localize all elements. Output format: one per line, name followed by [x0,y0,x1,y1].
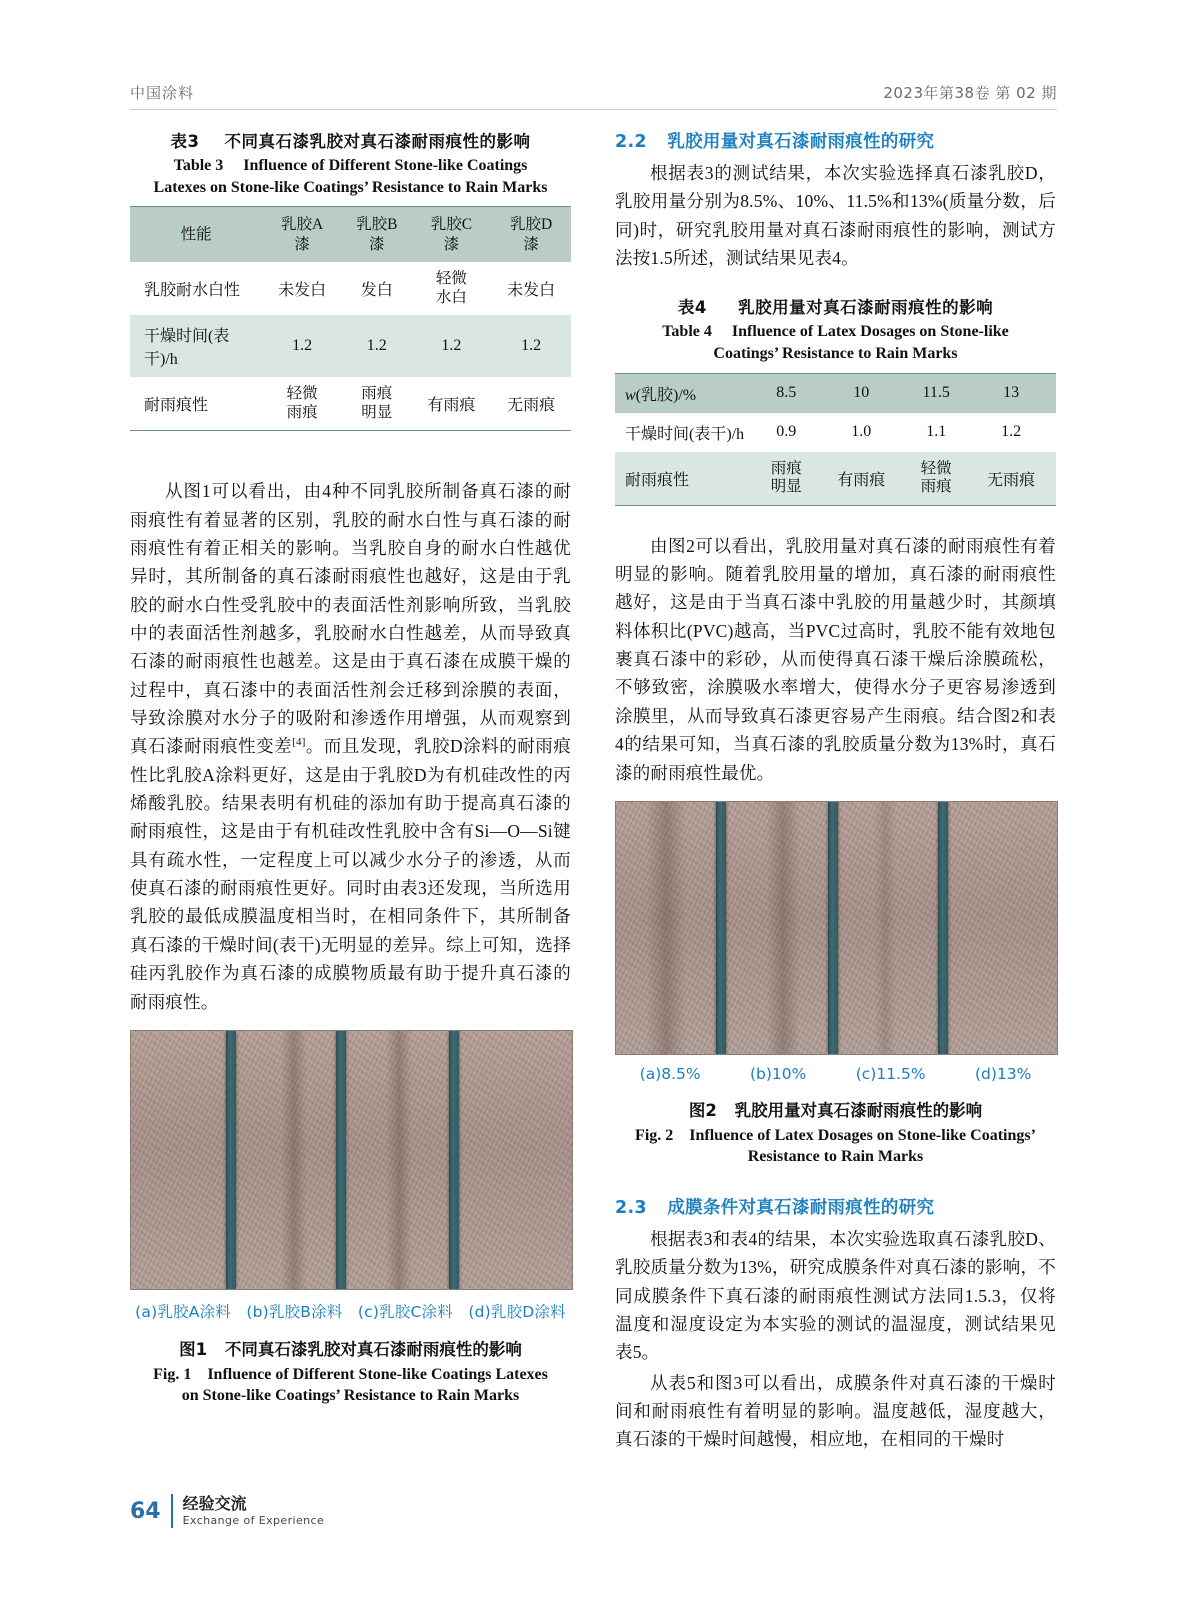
panel-seam [716,802,726,1054]
section-2-2-title: 乳胶用量对真石漆耐雨痕性的研究 [667,132,935,152]
table4-cell [816,452,906,506]
panel-seam [336,1031,346,1289]
table3-header-text2: 漆 [294,235,310,253]
figure1-label-cn: 图1 [179,1339,208,1359]
table3-cell [262,377,342,431]
table4-row-label: 干燥时间(表干)/h [625,425,745,443]
table3-cell-text: 有雨痕 [427,397,476,415]
table3-cell [491,262,571,315]
figure1-image [130,1030,573,1290]
rain-mark [874,802,896,1054]
panel-seam [226,1031,236,1289]
table4-cell-text: 轻微 [920,459,952,477]
table4-row [615,413,1056,452]
table3-header-text: 乳胶D [510,216,553,234]
figure2-subcaption-a: (a)8.5% [639,1064,701,1083]
table3-title-en [130,155,571,198]
table4-cell [756,452,816,506]
table4-cell: 1.2 [1001,423,1022,441]
table3-cell [262,262,342,315]
table3-header-text2: 漆 [369,235,385,253]
left-paragraph-1 [130,477,571,1016]
table3-row-label: 干燥时间(表干)/h [144,328,230,369]
table4-label-cn: 表4 [677,298,707,318]
table4-symbol-w: w [625,386,636,404]
figure2-label-en: Fig. 2 [635,1126,674,1144]
section-2-2-heading [615,128,1056,153]
table3-title-cn-text: 不同真石漆乳胶对真石漆耐雨痕性的影响 [224,132,531,151]
table4-cell-text: 无雨痕 [987,471,1036,489]
footer-divider [171,1494,173,1528]
table4-title-en-line2: Coatings’ Resistance to Rain Marks [713,344,958,362]
table3-cell [342,262,412,315]
figure1-subcaption-c: (c)乳胶C涂料 [357,1302,453,1321]
figure2 [615,801,1056,1168]
figure2-label-cn: 图2 [688,1100,717,1120]
page-header [130,82,1057,110]
table3-header-cell [412,207,492,262]
left-paragraph-1-text: 从图1可以看出，由4种不同乳胶所制备真石漆的耐雨痕性有着显著的区别，乳胶的耐水白性与真石漆的耐雨痕性有着正相关的影响。当乳胶自身的耐水白性越优异时，其所制备的真石漆耐雨痕性也越好，这是由于乳胶的耐水白性受乳胶中的表面活性剂影响所致，当乳胶中的表面活性剂越多，乳胶耐水白性越差，从而导致真石漆的耐雨痕性也越差。这是由于真石漆在成膜干燥的过程中，真石漆中的表面活性剂会迁移到涂膜的表面，导致涂膜对水分子的吸附和渗透作用增强，从而观察到真石漆耐雨痕性变差 [130,481,571,757]
table3-header-row [130,207,571,262]
section-2-2-number: 2.2 [615,132,647,152]
table3-label-cn: 表3 [170,132,200,151]
figure2-subcaptions [615,1065,1056,1083]
middle-paragraph: 由图2可以看出，乳胶用量对真石漆的耐雨痕性有着明显的影响。随着乳胶用量的增加，真石漆的耐雨痕性越好，这是由于当真石漆中乳胶的用量越少时，其颜填料体积比(PVC)越高，当PVC过高时，乳胶不能有效地包裹真石漆中的彩砂，从而使得真石漆干燥后涂膜疏松，不够致密，涂膜吸水率增大，使得水分子更容易渗透到涂膜里，从而导致真石漆更容易产生雨痕。结合图2和表4的结果可知，当真石漆的乳胶质量分数为13%时，真石漆的耐雨痕性最优。 [615,535,1056,783]
table4-cell-text2: 明显 [770,478,802,496]
table4-header-cell: 8.5 [756,373,816,413]
table3-header-text: 乳胶B [356,216,398,234]
section-2-3-heading [615,1194,1056,1219]
table3-cell [412,315,492,377]
table4-cell-text2: 雨痕 [920,478,952,496]
table4-cell-text: 雨痕 [770,459,802,477]
section-2-2-paragraph: 根据表3的测试结果，本次实验选择真石漆乳胶D，乳胶用量分别为8.5%、10%、11.5%和13%(质量分数，后同)时，研究乳胶用量对真石漆耐雨痕性的影响，测试方法按1.5所述，测试结果见表4。 [615,163,1056,269]
figure1-subcaption-d: (d)乳胶D涂料 [468,1302,566,1321]
table3-row [130,377,571,431]
table4-cell-text: 有雨痕 [837,471,886,489]
table3-cell-text: 1.2 [521,337,542,355]
figure1-label-en: Fig. 1 [153,1365,192,1383]
table3-header-text2: 漆 [443,235,460,253]
table3-cell-text: 发白 [360,282,393,300]
page-footer [130,1494,324,1528]
table3-cell-text: 未发白 [278,282,327,300]
table3-cell [262,315,342,377]
table4-header-label-text: (乳胶)/% [635,386,697,404]
figure1-title-cn [130,1336,571,1360]
two-column-body [130,128,1057,1456]
figure1-subcaptions [130,1300,571,1322]
table4-cell [966,452,1056,506]
table3-cell-text2: 雨痕 [286,403,318,421]
table3-cell-text: 1.2 [292,337,313,355]
figure1-subcaption-b: (b)乳胶B涂料 [246,1302,343,1321]
figure2-subcaption-b: (b)10% [750,1064,807,1083]
footer-section-en: Exchange of Experience [182,1513,325,1527]
figure2-title-cn [615,1097,1056,1121]
page-number: 64 [130,1498,161,1524]
figure1-title-en-line1: Influence of Different Stone-like Coatings Latexes [207,1365,548,1383]
table3-header-cell [262,207,342,262]
table3-title-cn [130,128,571,152]
table3-cell-text: 轻微 [286,385,318,403]
table4-title-en [615,321,1056,364]
left-column [130,128,571,1456]
figure2-subcaption-d: (d)13% [974,1064,1032,1083]
table4-title-en-line1: Influence of Latex Dosages on Stone-like [731,323,1009,341]
table4-cell [906,452,966,506]
table4-cell: 1.0 [851,423,872,441]
footer-section-cn: 经验交流 [182,1494,247,1514]
panel-seam [449,1031,459,1289]
table3-header-text: 乳胶C [430,216,473,234]
table3-header-text: 乳胶A [281,216,324,234]
figure2-title-en-line2: Resistance to Rain Marks [747,1148,924,1166]
table3-row-label: 乳胶耐水白性 [144,282,241,300]
table4 [615,373,1056,506]
table3-cell [412,377,492,431]
table3-cell-text2: 明显 [361,403,393,421]
table3-cell-text2: 水白 [435,288,467,306]
rain-mark [386,1031,412,1289]
table4-cell: 0.9 [776,423,797,441]
table3-cell [342,315,412,377]
table3-cell [342,377,412,431]
stone-texture [131,1031,572,1289]
rain-mark [281,1031,307,1289]
figure1-title-en [130,1364,571,1407]
table3-cell-text: 1.2 [441,337,462,355]
figure2-title-en-line1: Influence of Latex Dosages on Stone-like Coatings’ [689,1126,1036,1144]
table4-header-cell: 13 [966,373,1056,413]
table4-header-cell: 11.5 [906,373,966,413]
figure2-title-cn-text: 乳胶用量对真石漆耐雨痕性的影响 [734,1100,983,1120]
table4-header-cell: 10 [816,373,906,413]
table3-cell [491,377,571,431]
section-2-3-paragraph-2: 从表5和图3可以看出，成膜条件对真石漆的干燥时间和耐雨痕性有着明显的影响。温度越低，湿度越大，真石漆的干燥时间越慢，相应地，在相同的干燥时 [615,1372,1056,1450]
left-paragraph-1-cont: 。而且发现，乳胶D涂料的耐雨痕性比乳胶A涂料更好，这是由于乳胶D为有机硅改性的丙烯酸乳胶。结果表明有机硅的添加有助于提高真石漆的耐雨痕性，这是由于有机硅改性乳胶中含有Si—O—Si键具有疏水性，一定程度上可以减少水分子的渗透，从而使真石漆的耐雨痕性更好。同时由表3还发现，当所选用乳胶的最低成膜温度相当时，在相同条件下，其所制备真石漆的干燥时间(表干)无明显的差异。综上可知，选择硅丙乳胶作为真石漆的成膜物质最有助于提升真石漆的耐雨痕性。 [130,736,571,1012]
figure1-title-cn-text: 不同真石漆乳胶对真石漆耐雨痕性的影响 [224,1339,522,1359]
table3-cell-text: 轻微 [435,269,467,287]
section-2-3-paragraph-1: 根据表3和表4的结果，本次实验选取真石漆乳胶D、乳胶质量分数为13%，研究成膜条件对真石漆的影响，不同成膜条件下真石漆的耐雨痕性测试方法同1.5.3，仅将温度和湿度设定为本实验的测试的温湿度，测试结果见表5。 [615,1229,1056,1363]
table3-title-en-line2: Latexes on Stone-like Coatings’ Resistance to Rain Marks [153,178,548,196]
table3-cell-text: 雨痕 [361,385,393,403]
table4-header-label [615,373,756,413]
figure1-subcaption-a: (a)乳胶A涂料 [135,1302,231,1321]
rain-mark [766,802,800,1054]
figure1 [130,1030,571,1407]
rain-mark [646,802,686,1054]
table3-label-en: Table 3 [173,157,224,174]
table3-header-text: 性能 [180,225,212,243]
figure2-title-en [615,1125,1056,1168]
table3-row-label: 耐雨痕性 [130,377,262,431]
table3 [130,206,571,431]
table4-header-row [615,373,1056,413]
table3-title-en-line1: Influence of Different Stone-like Coatings [243,157,528,174]
table4-title-cn [615,294,1056,318]
section-2-3-number: 2.3 [615,1198,647,1219]
reference-superscript: [4] [292,736,306,749]
table3-header-cell [342,207,412,262]
table4-title-cn-text: 乳胶用量对真石漆耐雨痕性的影响 [738,298,994,318]
table3-cell-text: 无雨痕 [507,397,556,415]
table4-cell: 1.1 [926,423,947,441]
section-2-3-title: 成膜条件对真石漆耐雨痕性的研究 [667,1198,935,1219]
table4-label-en: Table 4 [662,323,712,341]
table3-header-cell [130,207,262,262]
table3-cell-text: 未发白 [507,282,556,300]
panel-seam [828,802,838,1054]
issue-info: 2023年第38卷 第 02 期 [883,84,1057,102]
table3-row [130,262,571,315]
table3-header-text2: 漆 [523,235,539,253]
figure1-title-en-line2: on Stone-like Coatings’ Resistance to Rain Marks [181,1387,520,1405]
panel-seam [938,802,948,1054]
table3-cell [412,262,492,315]
table3-cell [491,315,571,377]
table4-row-label: 耐雨痕性 [615,452,756,506]
table3-row [130,315,571,377]
table3-cell-text: 1.2 [366,337,387,355]
journal-name: 中国涂料 [130,84,195,102]
figure2-subcaption-c: (c)11.5% [855,1064,926,1083]
right-column [615,128,1056,1456]
table4-row [615,452,1056,506]
table3-header-cell [491,207,571,262]
figure2-image [615,801,1058,1055]
